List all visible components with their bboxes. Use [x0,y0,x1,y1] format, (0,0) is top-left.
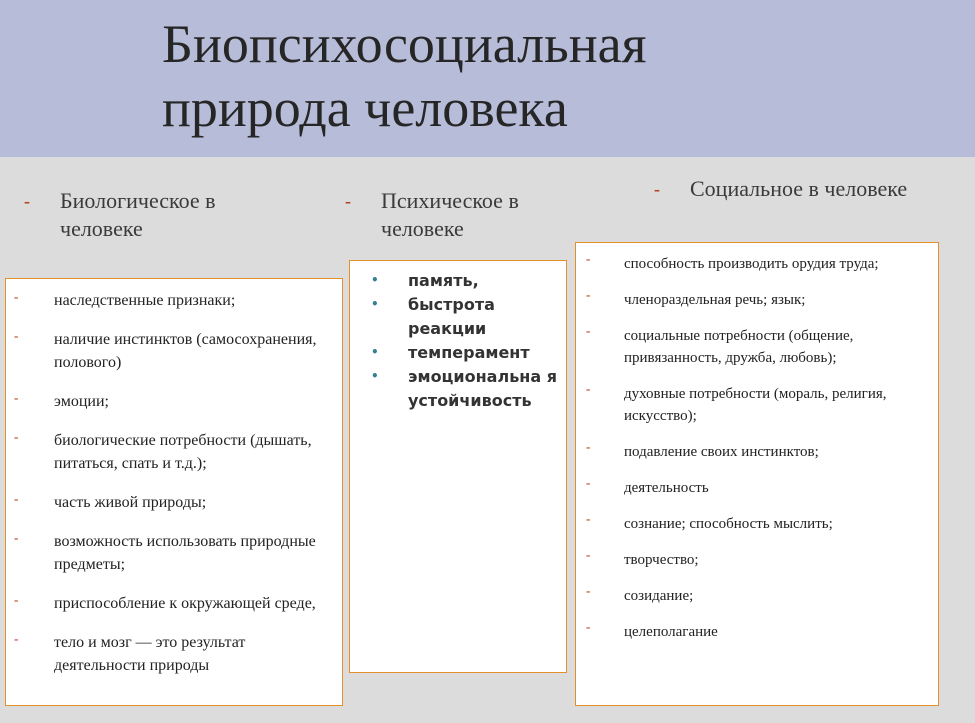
list-item [586,511,929,535]
list-item-text: биологические потребности (дышать, питаться, спать и т.д.); [54,432,312,472]
slide-title [162,12,646,140]
dash-bullet-icon: - [586,323,591,338]
dot-bullet-icon: • [371,297,379,311]
list-item [14,390,339,413]
list-item-text: социальные потребности (общение, привязанность, дружба, любовь); [624,328,854,366]
heading-psychic-line-2: человеке [381,216,464,241]
list-item [14,631,339,677]
list-item-text: членораздельная речь; язык; [624,292,806,308]
list-item [371,365,560,413]
dash-bullet-icon: - [14,390,19,405]
dash-bullet-icon: - [14,631,19,646]
heading-bullet-icon: ‐ [24,191,30,211]
list-item-text: приспособление к окружающей среде, [54,595,316,612]
list-item [586,547,929,571]
heading-biological [24,187,320,243]
list-item-text: сознание; способность мыслить; [624,516,833,532]
heading-psychic-line-1: Психическое в [381,188,519,213]
dash-bullet-icon: - [586,381,591,396]
heading-bullet-icon: ‐ [345,191,351,211]
dash-bullet-icon: - [586,619,591,634]
list-item [586,583,929,607]
slide-title-line-1: Биопсихосоциальная [162,14,647,74]
list-item [586,439,929,463]
list-item-text: возможность использовать природные предметы; [54,533,316,573]
heading-bullet-icon: ‐ [654,179,660,199]
list-item [14,491,339,514]
list-item-text: темперамент [408,343,530,362]
dash-bullet-icon: - [586,439,591,454]
dot-bullet-icon: • [371,345,379,359]
list-item [14,289,339,312]
heading-biological-line-2: человеке [60,216,143,241]
social-box [575,242,939,706]
list-item [586,475,929,499]
list-item [371,269,560,293]
title-band [0,0,975,157]
list-item [586,251,929,275]
psychic-list [371,269,560,413]
dash-bullet-icon: - [14,530,19,545]
dash-bullet-icon: - [14,328,19,343]
list-item-text: созидание; [624,588,694,604]
list-item-text: быстрота реакции [408,295,495,338]
list-item [14,592,339,615]
list-item [586,323,929,369]
list-item [371,293,560,341]
list-item-text: духовные потребности (мораль, религия, искусство); [624,386,887,424]
list-item-text: наследственные признаки; [54,292,236,309]
dash-bullet-icon: - [586,511,591,526]
list-item [371,341,560,365]
social-list [586,251,929,657]
dash-bullet-icon: - [586,583,591,598]
dash-bullet-icon: - [586,251,591,266]
slide-title-line-2: природа человека [162,78,568,138]
heading-social [654,175,960,203]
list-item-text: наличие инстинктов (самосохранения, полового) [54,331,317,371]
biological-box [5,278,343,706]
heading-psychic [345,187,601,243]
dash-bullet-icon: - [14,429,19,444]
dash-bullet-icon: - [14,592,19,607]
list-item-text: деятельность [624,480,709,496]
list-item [14,328,339,374]
list-item [586,287,929,311]
list-item-text: подавление своих инстинктов; [624,444,819,460]
dash-bullet-icon: - [586,287,591,302]
dot-bullet-icon: • [371,273,379,287]
dash-bullet-icon: - [14,491,19,506]
heading-social-text: Социальное в человеке [690,176,908,201]
dash-bullet-icon: - [586,547,591,562]
list-item [14,530,339,576]
list-item [586,619,929,643]
dash-bullet-icon: - [586,475,591,490]
dash-bullet-icon: - [14,289,19,304]
list-item-text: тело и мозг — это результат деятельности природы [54,634,246,674]
list-item-text: творчество; [624,552,699,568]
dot-bullet-icon: • [371,369,379,383]
list-item-text: целеполагание [624,624,718,640]
list-item-text: эмоциональна я устойчивость [408,367,557,410]
list-item-text: часть живой природы; [54,494,207,511]
list-item-text: способность производить орудия труда; [624,256,879,272]
list-item [14,429,339,475]
biological-list [14,289,339,693]
list-item-text: эмоции; [54,393,109,410]
list-item-text: память, [408,271,479,290]
list-item [586,381,929,427]
heading-biological-line-1: Биологическое в [60,188,216,213]
psychic-box [349,260,567,673]
